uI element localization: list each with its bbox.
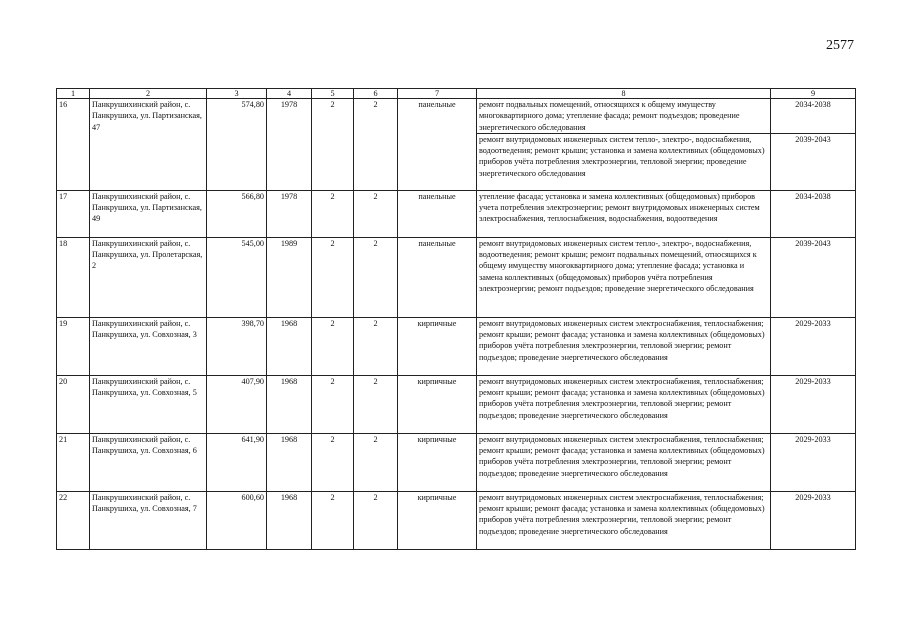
table-row bbox=[57, 433, 856, 491]
table-row bbox=[57, 237, 856, 317]
period-cell: 2029-2033 bbox=[771, 375, 856, 433]
material-cell: панельные bbox=[398, 99, 477, 191]
works-cell: утепление фасада; установка и замена коллективных (общедомовых) приборов учета потребления электроэнергии; ремонт внутридомовых инженерных систем электроснабжения, теплоснабжения, водоснабжения, водоотведения bbox=[477, 190, 771, 237]
address-cell: Панкрушихинский район, с. Панкрушиха, ул. Партизанская, 49 bbox=[90, 190, 207, 237]
area-cell: 398,70 bbox=[207, 317, 267, 375]
capital-repair-table bbox=[56, 88, 856, 550]
works-cell: ремонт внутридомовых инженерных систем электроснабжения, теплоснабжения; ремонт крыши; ремонт фасада; установка и замена коллективных (общедомовых) приборов учёта потребления электроэнергии, тепловой энергии; ремонт подъездов; проведение энергетического обследования bbox=[477, 433, 771, 491]
col6-cell: 2 bbox=[354, 190, 398, 237]
col6-cell: 2 bbox=[354, 433, 398, 491]
row-number: 19 bbox=[57, 317, 90, 375]
material-cell: кирпичные bbox=[398, 491, 477, 549]
material-cell: панельные bbox=[398, 190, 477, 237]
col6-cell: 2 bbox=[354, 99, 398, 191]
address-cell: Панкрушихинский район, с. Панкрушиха, ул. Пролетарская, 2 bbox=[90, 237, 207, 317]
col6-cell: 2 bbox=[354, 491, 398, 549]
column-numbers-row bbox=[57, 89, 856, 99]
header-cell: 7 bbox=[398, 89, 477, 99]
header-cell: 8 bbox=[477, 89, 771, 99]
header-cell: 6 bbox=[354, 89, 398, 99]
table-row bbox=[57, 491, 856, 549]
area-cell: 407,90 bbox=[207, 375, 267, 433]
works-cell: ремонт внутридомовых инженерных систем электроснабжения, теплоснабжения; ремонт крыши; ремонт фасада; установка и замена коллективных (общедомовых) приборов учёта потребления электроэнергии, тепловой энергии; ремонт подъездов; проведение энергетического обследования bbox=[477, 317, 771, 375]
period-cell: 2039-2043 bbox=[771, 133, 856, 190]
header-cell: 9 bbox=[771, 89, 856, 99]
works-cell: ремонт внутридомовых инженерных систем тепло-, электро-, водоснабжения, водоотведения; ремонт крыши; установка и замена коллективных (общедомовых) приборов учёта потребления электроэнергии, тепловой энергии; проведение энергетического обследования bbox=[477, 133, 771, 190]
works-cell: ремонт внутридомовых инженерных систем электроснабжения, теплоснабжения; ремонт крыши; ремонт фасада; установка и замена коллективных (общедомовых) приборов учёта потребления электроэнергии, тепловой энергии; ремонт подъездов; проведение энергетического обследования bbox=[477, 491, 771, 549]
header-cell: 3 bbox=[207, 89, 267, 99]
col6-cell: 2 bbox=[354, 375, 398, 433]
year-cell: 1968 bbox=[267, 375, 312, 433]
col5-cell: 2 bbox=[312, 99, 354, 191]
year-cell: 1968 bbox=[267, 317, 312, 375]
table-row bbox=[57, 317, 856, 375]
page-number: 2577 bbox=[826, 38, 854, 53]
material-cell: кирпичные bbox=[398, 375, 477, 433]
row-number: 17 bbox=[57, 190, 90, 237]
address-cell: Панкрушихинский район, с. Панкрушиха, ул. Совхозная, 3 bbox=[90, 317, 207, 375]
period-cell: 2029-2033 bbox=[771, 317, 856, 375]
row-number: 20 bbox=[57, 375, 90, 433]
col6-cell: 2 bbox=[354, 317, 398, 375]
table-row bbox=[57, 99, 856, 134]
year-cell: 1968 bbox=[267, 433, 312, 491]
area-cell: 545,00 bbox=[207, 237, 267, 317]
header-cell: 5 bbox=[312, 89, 354, 99]
table-row bbox=[57, 375, 856, 433]
address-cell: Панкрушихинский район, с. Панкрушиха, ул. Партизанская, 47 bbox=[90, 99, 207, 191]
row-number: 16 bbox=[57, 99, 90, 191]
period-cell: 2034-2038 bbox=[771, 190, 856, 237]
material-cell: панельные bbox=[398, 237, 477, 317]
area-cell: 600,60 bbox=[207, 491, 267, 549]
col5-cell: 2 bbox=[312, 317, 354, 375]
row-number: 21 bbox=[57, 433, 90, 491]
area-cell: 574,80 bbox=[207, 99, 267, 191]
row-number: 22 bbox=[57, 491, 90, 549]
table-row bbox=[57, 190, 856, 237]
header-cell: 2 bbox=[90, 89, 207, 99]
period-cell: 2039-2043 bbox=[771, 237, 856, 317]
works-cell: ремонт внутридомовых инженерных систем электроснабжения, теплоснабжения; ремонт крыши; ремонт фасада; установка и замена коллективных (общедомовых) приборов учёта потребления электроэнергии, тепловой энергии; ремонт подъездов; проведение энергетического обследования bbox=[477, 375, 771, 433]
col5-cell: 2 bbox=[312, 433, 354, 491]
header-cell: 1 bbox=[57, 89, 90, 99]
works-cell: ремонт внутридомовых инженерных систем тепло-, электро-, водоснабжения, водоотведения; ремонт крыши; ремонт подвальных помещений, относящихся к общему имуществу многоквартирного дома; утепление фасада; установка и замена коллективных (общедомовых) приборов учёта потребления электроэнергии; ремонт подъездов; проведение энергетического обследования bbox=[477, 237, 771, 317]
period-cell: 2034-2038 bbox=[771, 99, 856, 134]
year-cell: 1978 bbox=[267, 99, 312, 191]
year-cell: 1978 bbox=[267, 190, 312, 237]
period-cell: 2029-2033 bbox=[771, 433, 856, 491]
works-cell: ремонт подвальных помещений, относящихся к общему имуществу многоквартирного дома; утепление фасада; ремонт подъездов; проведение энергетического обследования bbox=[477, 99, 771, 134]
address-cell: Панкрушихинский район, с. Панкрушиха, ул. Совхозная, 7 bbox=[90, 491, 207, 549]
year-cell: 1968 bbox=[267, 491, 312, 549]
material-cell: кирпичные bbox=[398, 317, 477, 375]
year-cell: 1989 bbox=[267, 237, 312, 317]
header-cell: 4 bbox=[267, 89, 312, 99]
col5-cell: 2 bbox=[312, 237, 354, 317]
col6-cell: 2 bbox=[354, 237, 398, 317]
period-cell: 2029-2033 bbox=[771, 491, 856, 549]
area-cell: 566,80 bbox=[207, 190, 267, 237]
address-cell: Панкрушихинский район, с. Панкрушиха, ул. Совхозная, 5 bbox=[90, 375, 207, 433]
area-cell: 641,90 bbox=[207, 433, 267, 491]
col5-cell: 2 bbox=[312, 190, 354, 237]
address-cell: Панкрушихинский район, с. Панкрушиха, ул. Совхозная, 6 bbox=[90, 433, 207, 491]
row-number: 18 bbox=[57, 237, 90, 317]
col5-cell: 2 bbox=[312, 491, 354, 549]
material-cell: кирпичные bbox=[398, 433, 477, 491]
col5-cell: 2 bbox=[312, 375, 354, 433]
